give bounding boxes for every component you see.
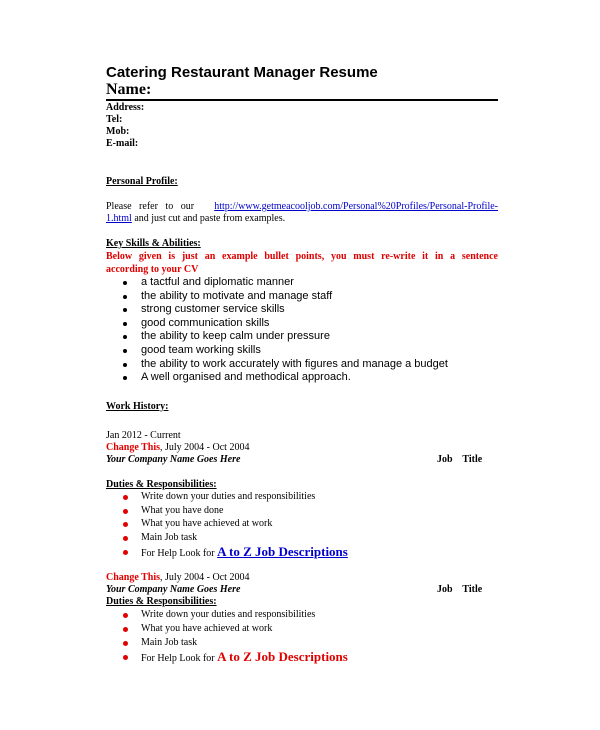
job2-dates: , July 2004 - Oct 2004 <box>160 572 250 583</box>
job1-title: Job Title <box>437 454 483 465</box>
skill-bullet <box>123 376 127 380</box>
skill-bullet <box>123 308 127 312</box>
resume-title: Catering Restaurant Manager Resume <box>106 64 378 81</box>
job1-duty-bullet <box>123 495 128 500</box>
mob-label: Mob: <box>106 126 130 137</box>
job1-duty-bullet <box>123 509 128 514</box>
email-label: E-mail: <box>106 138 139 149</box>
profile-link-cont[interactable]: 1.html <box>106 213 132 224</box>
skill-bullet <box>123 295 127 299</box>
profile-line-1 <box>106 201 498 212</box>
skill-bullet <box>123 335 127 339</box>
job2-help-text: For Help Look for <box>141 653 215 664</box>
name-label: Name: <box>106 81 152 98</box>
skill-bullet <box>123 281 127 285</box>
job2-duty-item: Write down your duties and responsibilities <box>141 609 316 620</box>
job2-dates-line <box>106 572 249 583</box>
skill-item: good communication skills <box>141 316 270 329</box>
job2-help-bullet <box>123 655 128 660</box>
job1-duty-item: What you have achieved at work <box>141 518 273 529</box>
job2-company: Your Company Name Goes Here <box>106 584 241 595</box>
job1-duty-item: What you have done <box>141 504 224 516</box>
tel-label: Tel: <box>106 114 123 125</box>
job1-company: Your Company Name Goes Here <box>106 454 241 465</box>
skill-bullet <box>123 349 127 353</box>
job2-title: Job Title <box>437 584 483 595</box>
header-rule <box>106 99 498 101</box>
profile-text-after: and just cut and paste from examples. <box>134 213 286 224</box>
job2-duty-bullet <box>123 627 128 632</box>
job1-duties-heading: Duties & Responsibilities: <box>106 479 217 490</box>
skill-item: strong customer service skills <box>141 303 285 316</box>
job1-duty-item: Main Job task <box>141 531 198 543</box>
job2-duty-bullet <box>123 641 128 646</box>
skill-item: good team working skills <box>141 344 261 356</box>
job1-duty-item: Write down your duties and responsibilities <box>141 491 316 502</box>
skills-note-line-2: according to your CV <box>106 264 199 275</box>
skill-item: a tactful and diplomatic manner <box>141 276 294 288</box>
job1-duty-bullet <box>123 522 128 527</box>
skill-item: the ability to keep calm under pressure <box>141 330 330 343</box>
profile-heading: Personal Profile: <box>106 176 178 187</box>
job2-help-line <box>141 649 348 665</box>
job1-current-dates: Jan 2012 - Current <box>106 430 181 441</box>
skill-item: the ability to motivate and manage staff <box>141 289 333 302</box>
profile-text-before: Please refer to our <box>106 201 195 212</box>
job1-dates: , July 2004 - Oct 2004 <box>160 442 250 453</box>
job2-duty-item: What you have achieved at work <box>141 623 273 634</box>
profile-link[interactable]: http://www.getmeacooljob.com/Personal%20Profiles/Personal-Profile- <box>214 201 498 212</box>
job1-help-bullet <box>123 550 128 555</box>
job2-duties-heading: Duties & Responsibilities: <box>106 596 217 607</box>
job1-help-text: For Help Look for <box>141 548 215 559</box>
skill-item: the ability to work accurately with figures and manage a budget <box>141 357 448 370</box>
profile-line-2 <box>106 213 285 224</box>
address-label: Address: <box>106 102 145 113</box>
job2-duty-bullet <box>123 613 128 618</box>
job2-help-link[interactable]: A to Z Job Descriptions <box>217 649 348 664</box>
job1-change-label: Change This <box>106 442 161 453</box>
skill-bullet <box>123 363 127 367</box>
job2-duty-item: Main Job task <box>141 637 198 648</box>
job2-change-label: Change This <box>106 572 161 583</box>
skills-note-line-1: Below given is just an example bullet points, you must re-write it in a sentence <box>106 251 498 262</box>
skills-heading: Key Skills & Abilities: <box>106 238 201 249</box>
skill-item: A well organised and methodical approach. <box>141 371 351 384</box>
job1-dates-line <box>106 442 249 453</box>
skill-bullet <box>123 322 127 326</box>
work-heading: Work History: <box>106 401 169 412</box>
job1-help-link[interactable]: A to Z Job Descriptions <box>217 544 348 559</box>
job1-help-line <box>141 544 348 560</box>
job1-duty-bullet <box>123 536 128 541</box>
